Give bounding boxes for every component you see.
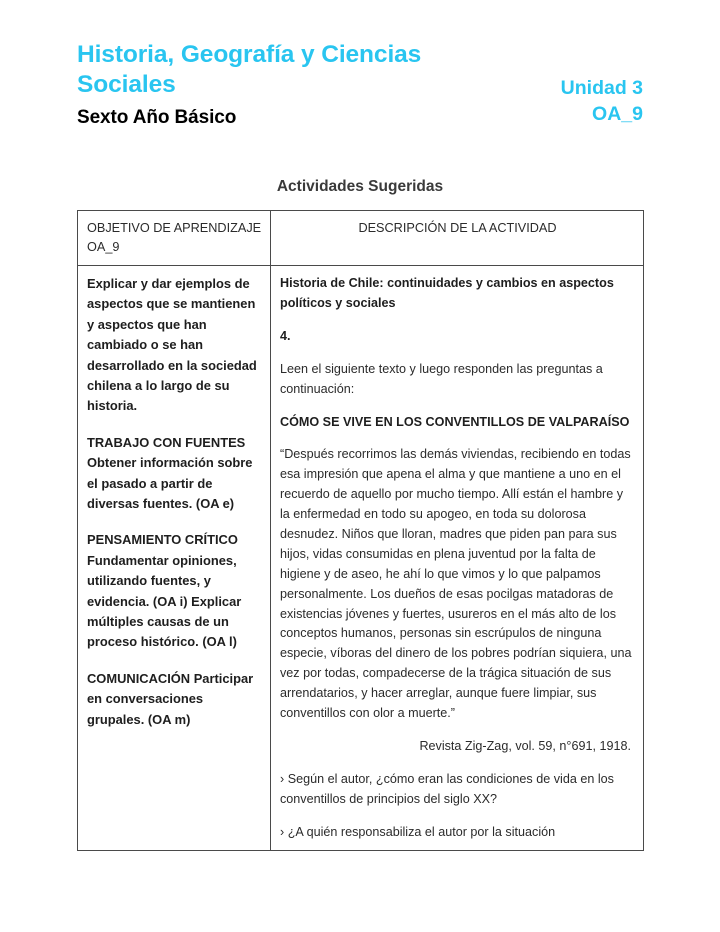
question-1: › Según el autor, ¿cómo eran las condiciones de vida en los conventillos de principios del siglo XX? [280, 771, 614, 806]
grade-title: Sexto Año Básico [77, 107, 237, 129]
unit-label: Unidad 3 [560, 77, 643, 99]
skill-comunicacion: COMUNICACIÓN Participar en conversaciones grupales. (OA m) [87, 670, 254, 727]
reading-source: Revista Zig-Zag, vol. 59, n°691, 1918. [419, 738, 631, 753]
subject-title: Historia, Geografía y Ciencias Sociales [77, 41, 422, 99]
activities-table [77, 210, 644, 851]
objective-cell [78, 266, 271, 851]
unit-block [561, 40, 643, 127]
table-content-row [78, 266, 644, 851]
activity-topic: Historia de Chile: continuidades y cambios en aspectos políticos y sociales [280, 276, 614, 310]
skill-pensamiento-critico: PENSAMIENTO CRÍTICO Fundamentar opiniones, utilizando fuentes, y evidencia. (OA i) Explicar múltiples causas de un proceso histórico. (OA l) [87, 532, 242, 650]
table-header-row [78, 211, 644, 266]
learning-objective-code: OA_9 [592, 102, 643, 125]
table-header-objective: OBJETIVO DE APRENDIZAJE OA_9 [78, 211, 271, 266]
reading-title: CÓMO SE VIVE EN LOS CONVENTILLOS DE VALPARAÍSO [280, 414, 630, 429]
skill-trabajo-con-fuentes: TRABAJO CON FUENTES Obtener información sobre el pasado a partir de diversas fuentes. (OA e) [87, 434, 253, 511]
table-header-description: DESCRIPCIÓN DE LA ACTIVIDAD [271, 211, 644, 266]
reading-quote: “Después recorrimos las demás viviendas, recibiendo en todas esa impresión que apena el alma y que mantiene a uno en el recuerdo de aquello por mucho tiempo. Allí están el hambre y la enfermedad en todo su apogeo, en toda su dolorosa desnudez. Niños que lloran, madres que piden pan para sus hijos, vidas consumidas en plena juventud por la falta de higiene y de aseo, he ahí lo que vimos y lo que palpamos personalmente. Los dueños de esas pocilgas matadoras de existencias jóvenes y fuertes, usureros en el más alto de los conceptos humanos, personas sin escrúpulos de ninguna especie, víboras del dinero de los pobres podrían siquiera, una vez por todas, compadecerse de la trágica situación de sus arrendatarios, y hacer arreglar, aunque fuere limpiar, sus conventillos con olor a muerte.” [280, 447, 632, 721]
activity-number: 4. [280, 328, 291, 343]
description-cell [271, 266, 644, 851]
section-title: Actividades Sugeridas [276, 178, 444, 195]
header-row [77, 40, 643, 130]
objective-text: Explicar y dar ejemplos de aspectos que se mantienen y aspectos que han cambiado o se han desarrollado en la sociedad chilena a lo largo de su historia. [87, 276, 257, 414]
document-header [77, 40, 643, 130]
activity-instruction: Leen el siguiente texto y luego responden las preguntas a continuación: [280, 361, 603, 396]
subject-block [77, 40, 497, 130]
question-2: › ¿A quién responsabiliza el autor por la situación [280, 824, 556, 839]
